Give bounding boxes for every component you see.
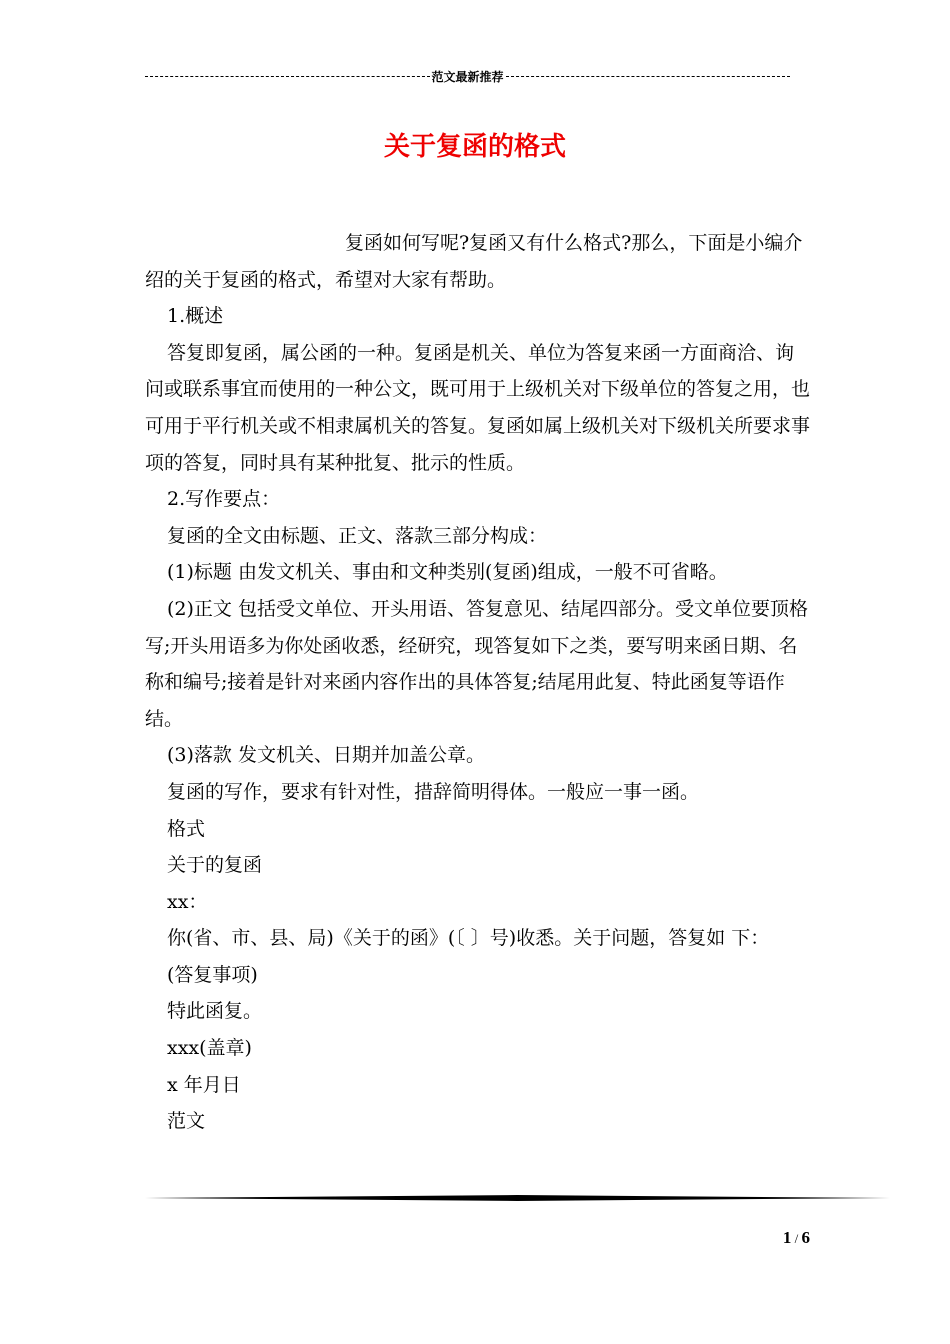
- header-dash-left: [145, 76, 430, 77]
- template-line: xx：: [167, 890, 208, 913]
- template-line: xxx(盖章): [167, 1037, 252, 1060]
- header-label: 范文最新推荐: [431, 69, 504, 84]
- template-line: 你(省、市、县、局)《关于的函》(〔 〕号)收悉。关于问题，答复如 下：: [167, 927, 770, 950]
- section-heading-overview: 1.概述: [167, 305, 224, 328]
- document-title: 关于复函的格式: [383, 132, 566, 162]
- intro-paragraph: 复函如何写呢?复函又有什么格式?那么，下面是小编介绍的关于复函的格式，希望对大家有帮助。: [145, 232, 803, 291]
- structure-paragraph: 复函的全文由标题、正文、落款三部分构成：: [167, 524, 548, 547]
- footer-divider: [145, 1195, 890, 1201]
- body-rule-paragraph: (2)正文 包括受文单位、开头用语、答复意见、结尾四部分。受文单位要顶格写;开头用语多为你处函收悉，经研究，现答复如下之类，要写明来函日期、名称和编号;接着是针对来函内容作出的具体答复;结尾用此复、特此函复等语作结。: [145, 597, 808, 730]
- page-current: 1: [782, 1228, 792, 1247]
- template-line: x 年月日: [167, 1073, 241, 1096]
- section-heading-writing-points: 2.写作要点：: [167, 488, 281, 511]
- signature-rule-paragraph: (3)落款 发文机关、日期并加盖公章。: [167, 744, 485, 767]
- template-line: 特此函复。: [167, 1000, 263, 1023]
- writing-requirement-paragraph: 复函的写作，要求有针对性，措辞简明得体。一般应一事一函。: [167, 780, 700, 803]
- template-line: (答复事项): [167, 963, 258, 986]
- page-number: 1 / 6: [782, 1228, 810, 1247]
- template-line: 格式: [167, 817, 206, 840]
- template-line: 范文: [167, 1110, 206, 1133]
- page-total: 6: [801, 1228, 810, 1247]
- page-header: [145, 68, 790, 84]
- document-body: [145, 225, 810, 1140]
- template-line: 关于的复函: [167, 854, 263, 877]
- overview-paragraph: 答复即复函，属公函的一种。复函是机关、单位为答复来函一方面商洽、询问或联系事宜而使用的一种公文，既可用于上级机关对下级单位的答复之用，也可用于平行机关或不相隶属机关的答复。复函如属上级机关对下级机关所要求事项的答复，同时具有某种批复、批示的性质。: [145, 341, 811, 474]
- title-rule-paragraph: (1)标题 由发文机关、事由和文种类别(复函)组成，一般不可省略。: [167, 561, 728, 584]
- header-dash-right: [506, 76, 791, 77]
